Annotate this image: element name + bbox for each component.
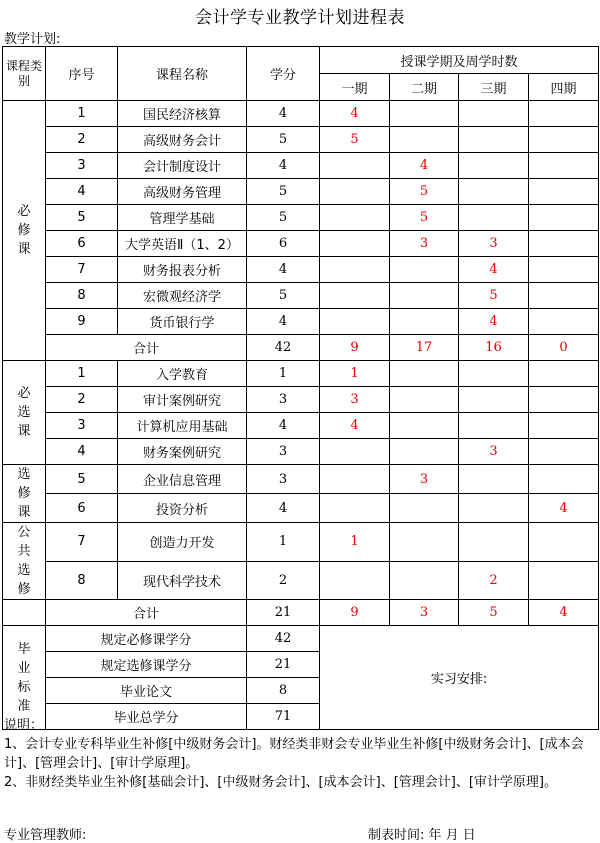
course-seq: 6 (46, 494, 118, 523)
course-seq: 2 (46, 387, 118, 413)
page-title: 会计学专业教学计划进程表 (195, 8, 405, 28)
course-name: 宏微观经济学 (118, 283, 247, 309)
course-hours-t3: 3 (459, 439, 529, 465)
course-credit: 4 (247, 257, 320, 283)
course-hours-t4 (529, 153, 599, 179)
course-hours-t1 (320, 561, 390, 600)
category-required (3, 101, 46, 361)
course-seq: 7 (46, 523, 118, 562)
course-hours-t3 (459, 494, 529, 523)
course-hours-t2: 3 (390, 465, 459, 494)
course-hours-t1: 1 (320, 523, 390, 562)
table-row (3, 309, 599, 335)
graduation-label: 规定选修课学分 (46, 652, 247, 678)
notes (4, 716, 596, 792)
course-hours-t1: 4 (320, 413, 390, 439)
course-hours-t2 (390, 127, 459, 153)
header-terms-group: 授课学期及周学时数 (320, 47, 599, 74)
course-hours-t3 (459, 205, 529, 231)
course-hours-t2 (390, 439, 459, 465)
course-name: 投资分析 (118, 494, 247, 523)
header-course-name: 课程名称 (118, 47, 247, 101)
header-term-3: 三期 (459, 74, 529, 101)
course-hours-t4 (529, 127, 599, 153)
course-hours-t1 (320, 205, 390, 231)
course-name: 高级财务会计 (118, 127, 247, 153)
total-row (3, 600, 599, 626)
course-hours-t4 (529, 309, 599, 335)
total-credit: 21 (247, 600, 320, 626)
course-hours-t3 (459, 413, 529, 439)
course-credit: 5 (247, 283, 320, 309)
course-hours-t3 (459, 101, 529, 127)
course-hours-t1 (320, 179, 390, 205)
course-credit: 5 (247, 205, 320, 231)
table-row (3, 231, 599, 257)
total-hours-t4: 0 (529, 335, 599, 361)
table-row (3, 361, 599, 387)
internship-cell: 实习安排: (320, 626, 599, 730)
course-hours-t1 (320, 309, 390, 335)
course-hours-t1: 3 (320, 387, 390, 413)
course-hours-t4 (529, 101, 599, 127)
total-hours-t1: 9 (320, 600, 390, 626)
course-name: 会计制度设计 (118, 153, 247, 179)
course-name: 入学教育 (118, 361, 247, 387)
course-credit: 5 (247, 127, 320, 153)
course-hours-t1 (320, 439, 390, 465)
header-category: 课程类别 (3, 47, 46, 101)
course-seq: 6 (46, 231, 118, 257)
course-hours-t1 (320, 231, 390, 257)
course-hours-t2: 4 (390, 153, 459, 179)
graduation-value: 21 (247, 652, 320, 678)
course-hours-t1 (320, 465, 390, 494)
course-hours-t2: 3 (390, 231, 459, 257)
table-row (3, 439, 599, 465)
category-char: 必 (17, 386, 31, 401)
course-name: 财务报表分析 (118, 257, 247, 283)
category-public-elective (3, 523, 46, 600)
course-hours-t4 (529, 561, 599, 600)
notes-heading: 说明： (4, 718, 44, 733)
course-hours-t1: 4 (320, 101, 390, 127)
course-credit: 2 (247, 561, 320, 600)
course-hours-t4 (529, 361, 599, 387)
category-char: 标 (17, 679, 31, 695)
course-hours-t2 (390, 361, 459, 387)
course-hours-t3 (459, 361, 529, 387)
category-graduation (3, 626, 46, 730)
course-hours-t4 (529, 231, 599, 257)
course-hours-t2 (390, 309, 459, 335)
course-name: 大学英语Ⅱ（1、2） (118, 231, 247, 257)
course-seq: 1 (46, 361, 118, 387)
course-hours-t3: 5 (459, 283, 529, 309)
category-char: 修 (17, 223, 31, 238)
course-name: 创造力开发 (118, 523, 247, 562)
course-hours-t2 (390, 413, 459, 439)
course-hours-t4 (529, 387, 599, 413)
header-seq: 序号 (46, 47, 118, 101)
graduation-value: 71 (247, 704, 320, 730)
course-credit: 3 (247, 439, 320, 465)
category-elective (3, 465, 46, 523)
category-char: 课 (17, 505, 31, 520)
total-hours-t1: 9 (320, 335, 390, 361)
course-credit: 3 (247, 465, 320, 494)
course-hours-t3: 4 (459, 309, 529, 335)
total-row-blank (3, 600, 46, 626)
category-char: 准 (17, 698, 31, 714)
total-hours-t2: 3 (390, 600, 459, 626)
course-credit: 5 (247, 179, 320, 205)
category-required-elective (3, 361, 46, 465)
course-seq: 2 (46, 127, 118, 153)
category-char: 选 (17, 563, 31, 578)
table-row (3, 387, 599, 413)
course-hours-t4 (529, 439, 599, 465)
course-hours-t3 (459, 465, 529, 494)
course-hours-t3: 2 (459, 561, 529, 600)
course-name: 货币银行学 (118, 309, 247, 335)
course-credit: 4 (247, 494, 320, 523)
graduation-label: 毕业总学分 (46, 704, 247, 730)
plan-table (2, 46, 599, 730)
course-hours-t1: 1 (320, 361, 390, 387)
course-seq: 9 (46, 309, 118, 335)
total-label: 合计 (46, 600, 247, 626)
table-row (3, 283, 599, 309)
course-hours-t2 (390, 494, 459, 523)
course-hours-t3 (459, 179, 529, 205)
category-char: 共 (17, 544, 31, 559)
course-hours-t2 (390, 283, 459, 309)
category-char: 课 (17, 242, 31, 257)
notes-line-1: 1、会计专业专科毕业生补修[中级财务会计]。财经类非财会专业毕业生补修[中级财务会计]、[成本会计]、[管理会计]、[审计学原理]。 (4, 737, 584, 771)
graduation-value: 42 (247, 626, 320, 652)
course-hours-t4 (529, 283, 599, 309)
course-hours-t2: 5 (390, 205, 459, 231)
course-name: 审计案例研究 (118, 387, 247, 413)
course-name: 财务案例研究 (118, 439, 247, 465)
category-char: 选 (17, 467, 31, 482)
table-row (3, 127, 599, 153)
category-char: 修 (17, 582, 31, 597)
category-char: 修 (17, 486, 31, 501)
course-seq: 4 (46, 179, 118, 205)
course-hours-t3: 3 (459, 231, 529, 257)
table-row (3, 561, 599, 600)
course-hours-t2 (390, 387, 459, 413)
course-name: 计算机应用基础 (118, 413, 247, 439)
course-hours-t1: 5 (320, 127, 390, 153)
course-hours-t2 (390, 101, 459, 127)
course-hours-t3 (459, 127, 529, 153)
graduation-value: 8 (247, 678, 320, 704)
header-credit: 学分 (247, 47, 320, 101)
course-hours-t3 (459, 387, 529, 413)
course-name: 企业信息管理 (118, 465, 247, 494)
total-label: 合计 (46, 335, 247, 361)
course-hours-t4 (529, 523, 599, 562)
course-hours-t2: 5 (390, 179, 459, 205)
course-hours-t3 (459, 153, 529, 179)
total-hours-t3: 5 (459, 600, 529, 626)
course-hours-t4 (529, 205, 599, 231)
course-seq: 7 (46, 257, 118, 283)
course-hours-t4 (529, 257, 599, 283)
course-seq: 4 (46, 439, 118, 465)
category-char: 业 (17, 660, 31, 676)
course-hours-t3: 4 (459, 257, 529, 283)
course-credit: 1 (247, 361, 320, 387)
table-row (3, 205, 599, 231)
course-hours-t2 (390, 523, 459, 562)
course-hours-t1 (320, 283, 390, 309)
course-credit: 4 (247, 309, 320, 335)
course-seq: 5 (46, 465, 118, 494)
course-seq: 3 (46, 413, 118, 439)
table-row (3, 153, 599, 179)
category-char: 毕 (17, 641, 31, 657)
header-term-1: 一期 (320, 74, 390, 101)
course-seq: 8 (46, 561, 118, 600)
course-hours-t4 (529, 179, 599, 205)
course-credit: 3 (247, 387, 320, 413)
course-hours-t1 (320, 257, 390, 283)
table-row (3, 101, 599, 127)
graduation-label: 毕业论文 (46, 678, 247, 704)
notes-line-2: 2、非财经类毕业生补修[基础会计]、[中级财务会计]、[成本会计]、[管理会计]、[审计学原理]。 (4, 775, 557, 790)
course-credit: 4 (247, 413, 320, 439)
course-seq: 3 (46, 153, 118, 179)
plan-subtitle: 教学计划: (4, 32, 61, 47)
table-row (3, 494, 599, 523)
course-credit: 6 (247, 231, 320, 257)
table-row (3, 523, 599, 562)
course-seq: 8 (46, 283, 118, 309)
course-hours-t2 (390, 561, 459, 600)
table-row (3, 179, 599, 205)
header-term-4: 四期 (529, 74, 599, 101)
category-char: 课 (17, 424, 31, 439)
course-name: 国民经济核算 (118, 101, 247, 127)
category-char: 选 (17, 405, 31, 420)
total-hours-t4: 4 (529, 600, 599, 626)
table-row (3, 465, 599, 494)
table-row (3, 413, 599, 439)
total-credit: 42 (247, 335, 320, 361)
course-seq: 5 (46, 205, 118, 231)
footer-date: 制表时间: 年 月 日 (368, 828, 476, 843)
course-hours-t4 (529, 413, 599, 439)
course-hours-t4 (529, 465, 599, 494)
footer-teacher: 专业管理教师: (4, 828, 87, 843)
header-term-2: 二期 (390, 74, 459, 101)
course-name: 现代科学技术 (118, 561, 247, 600)
course-seq: 1 (46, 101, 118, 127)
course-name: 高级财务管理 (118, 179, 247, 205)
course-hours-t1 (320, 153, 390, 179)
graduation-label: 规定必修课学分 (46, 626, 247, 652)
course-hours-t2 (390, 257, 459, 283)
course-hours-t4: 4 (529, 494, 599, 523)
course-name: 管理学基础 (118, 205, 247, 231)
course-hours-t3 (459, 523, 529, 562)
total-hours-t3: 16 (459, 335, 529, 361)
table-row (3, 257, 599, 283)
course-credit: 1 (247, 523, 320, 562)
course-hours-t1 (320, 494, 390, 523)
total-hours-t2: 17 (390, 335, 459, 361)
course-credit: 4 (247, 101, 320, 127)
category-char: 公 (17, 525, 31, 540)
course-credit: 4 (247, 153, 320, 179)
total-row (3, 335, 599, 361)
graduation-row (3, 626, 599, 652)
category-char: 必 (17, 204, 31, 219)
